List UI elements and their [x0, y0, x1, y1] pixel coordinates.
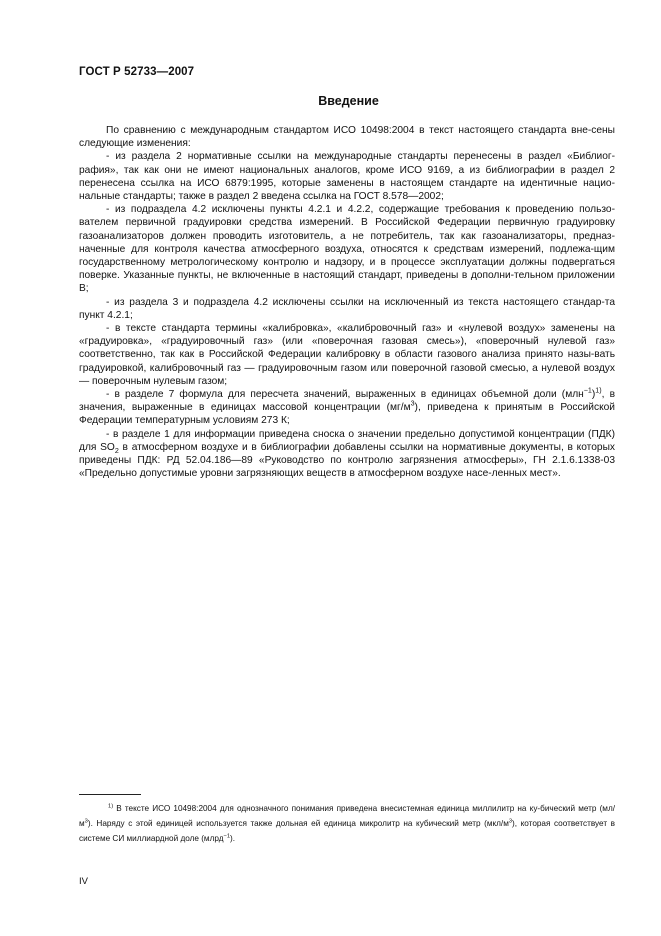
paragraph-change-2: - из подраздела 4.2 исключены пункты 4.2.1 и 4.2.2, содержащие требования к проведению пользо-вателем первичной градуировки средства измерений. В Российской Федерации первичную градуировку газоанализаторов должен проводить изготовитель, а не потребитель, так как газоанализаторы, предназ-наченные для контроля качества атмосферного воздуха, относятся к средствам измерений, подлежа-щим государственному метрологическому контролю и надзору, и в процессе эксплуатации должны подвергаться поверке. Указанные пункты, не включенные в настоящий стандарт, приведены в дополни-тельном приложении В; [79, 204, 615, 295]
footnote-divider [79, 794, 141, 795]
superscript: 3 [84, 818, 88, 825]
superscript: −1 [583, 386, 592, 395]
section-title: Введение [318, 94, 379, 108]
footnote [79, 801, 615, 846]
paragraph-change-5 [79, 388, 615, 428]
text-fragment: , в значения, выраженные в единицах массовой концентрации (мг/м [79, 389, 615, 414]
paragraph-intro: По сравнению с международным стандартом ИСО 10498:2004 в текст настоящего стандарта вне-сены следующие изменения: [79, 125, 615, 150]
footnote-reference[interactable]: 1) [595, 386, 602, 395]
text-fragment: в атмосферном воздухе и в библиографии добавлены ссылки на нормативные документы, в которых приведены ПДК: РД 52.04.186—89 «Руководство по контролю загрязнения атмосферы», ГН 2.1.6.1338-03 «Предельно допустимые уровни загрязняющих веществ в атмосферном воздухе насе-ленных мест». [79, 441, 615, 480]
text-fragment: В тексте ИСО 10498:2004 для однозначного понимания приведена внесистемная единица миллилитр на ку-бический метр (мл/м [79, 804, 615, 828]
paragraph-change-4: - в тексте стандарта термины «калибровка», «калибровочный газ» и «нулевой воздух» заменены на «градуировка», «градуировочный газ» (или «поверочная газовая смесь»), «поверочный нулевой газ» соответственно, так как в Российской Федерации калибровку в области газового анализа принято назы-вать градуировкой, калибровочный газ — градуировочным газом или поверочной газовой смесью, а нулевой воздух — поверочным нулевым газом; [79, 323, 615, 387]
superscript: −1 [223, 833, 231, 840]
body-text [79, 124, 615, 480]
text-fragment: ). [230, 834, 236, 843]
paragraph-change-3: - из раздела 3 и подраздела 4.2 исключены ссылки на исключенный из текста настоящего стандар-та пункт 4.2.1; [79, 296, 615, 321]
footnote-text [79, 801, 615, 846]
text-fragment: ). Наряду с этой единицей используется также дольная ей единица микролитр на кубический метр (мкл/м [87, 819, 509, 828]
page-number: IV [79, 876, 88, 887]
text-fragment: ) [591, 389, 596, 401]
text-fragment: ), приведена к принятым в Российской Федерации температурным условиям 273 К; [79, 402, 615, 427]
paragraph-change-6 [79, 428, 615, 481]
footnote-mark: 1) [108, 803, 114, 810]
paragraph-change-1: - из раздела 2 нормативные ссылки на международные стандарты перенесены в раздел «Библиог-рафия», так как они не имеют национальных аналогов, кроме ИСО 9169, а из библиографии в раздел 2 перенесена ссылка на ИСО 6879:1995, которые заменены в настоящем стандарте на идентичные нацио-нальные стандарты; также в раздел 2 введена ссылка на ГОСТ 8.578—2002; [79, 151, 615, 203]
subscript: 2 [114, 446, 119, 455]
document-code: ГОСТ Р 52733—2007 [79, 66, 195, 78]
superscript: 3 [410, 399, 415, 408]
text-fragment: - в разделе 1 для информации приведена сноска о значении предельно допустимой концентрации (ПДК) для SO [79, 428, 615, 453]
text-fragment: - в разделе 7 формула для пересчета значений, выраженных в единицах объемной доли (млн [106, 389, 584, 401]
text-fragment: ), которая соответствует в системе СИ миллиардной доле (млрд [79, 819, 615, 843]
superscript: 3 [508, 818, 513, 825]
